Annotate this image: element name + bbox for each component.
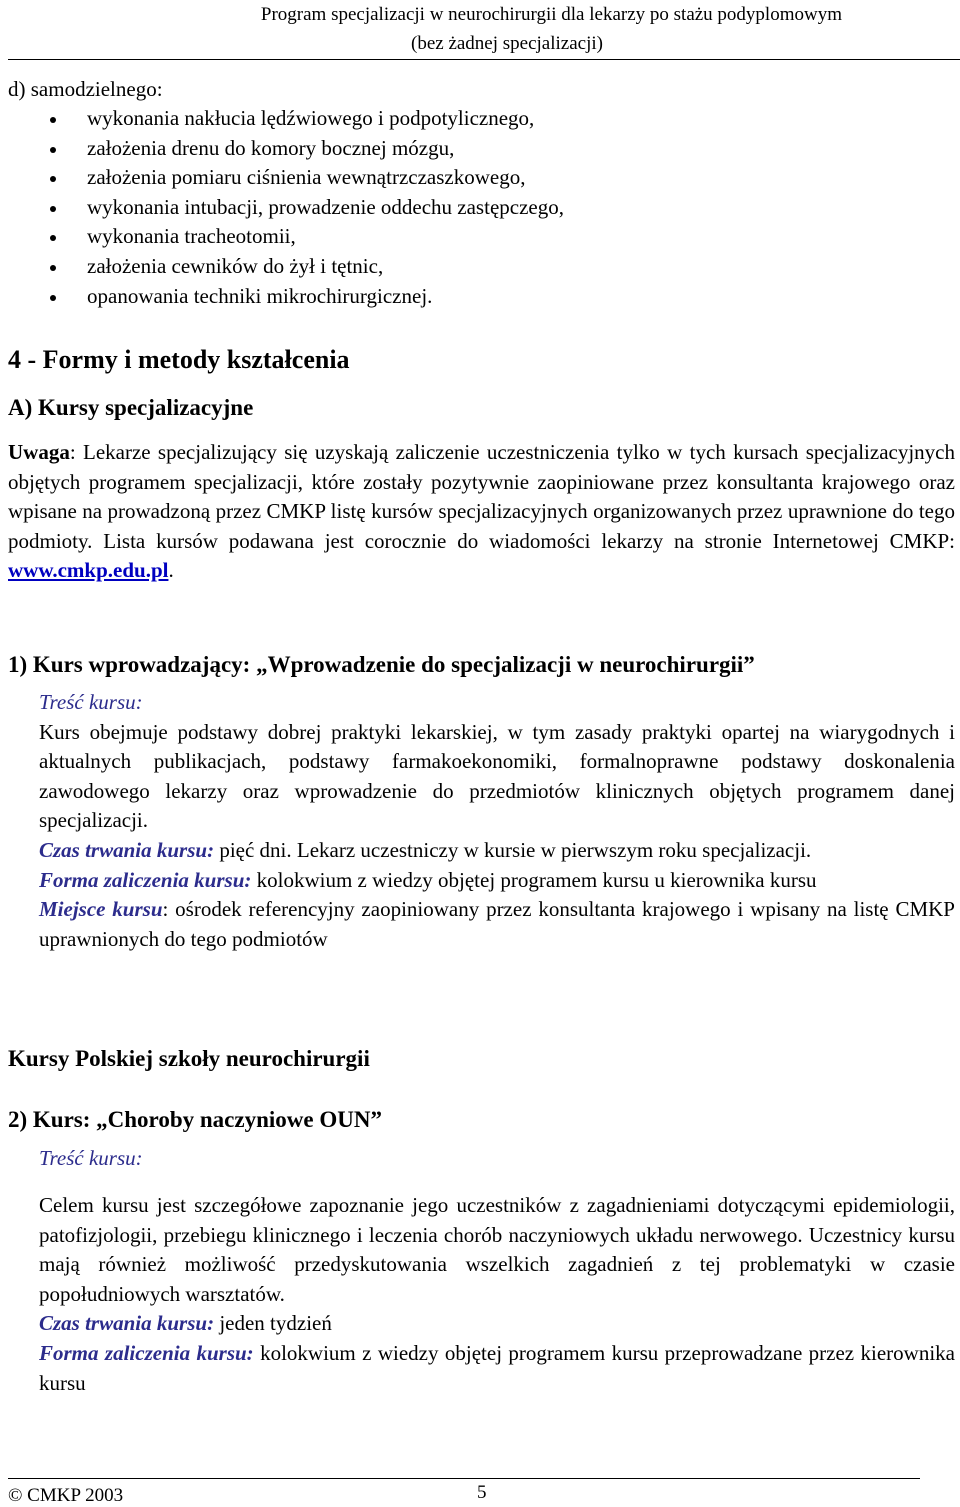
course-1-content-label: Treść kursu:	[39, 690, 143, 714]
course-2-form: Forma zaliczenia kursu: kolokwium z wiedzy objętej programem kursu przeprowadzane przez kierownika kursu	[39, 1340, 955, 1395]
note-text: : Lekarze specjalizujący się uzyskają zaliczenie uczestniczenia tylko w tych kursach specjalizacyjnych objętych programem specjalizacji, które zostały pozytywnie zaopiniowane przez konsultanta krajowego oraz wpisane na prowadzoną przez CMKP listę kursów specjalizacyjnych organizowanych przez uprawnione do tego podmioty. Lista kursów podawana jest corocznie do wiadomości lekarzy na stronie Internetowej CMKP:	[8, 440, 955, 553]
intro-label: d) samodzielnego:	[8, 77, 163, 101]
course-1-duration: Czas trwania kursu: pięć dni. Lekarz uczestniczy w kursie w pierwszym roku specjalizacji.	[39, 837, 812, 862]
bullet-icon	[50, 206, 56, 212]
note-label: Uwaga	[8, 440, 70, 464]
school-courses-title: Kursy Polskiej szkoły neurochirurgii	[8, 1046, 370, 1071]
course-2-title: 2) Kurs: „Choroby naczyniowe OUN”	[8, 1107, 382, 1132]
spacer	[39, 1150, 955, 1176]
footer-copyright: © CMKP 2003	[8, 1485, 124, 1506]
skills-list	[8, 104, 564, 311]
bullet-icon	[50, 176, 56, 182]
course-2-content: Celem kursu jest szczegółowe zapoznanie jego uczestników z zagadnieniami dotyczącymi epidemiologii, patofizjologii, przebiegu klinicznego i leczenia chorób naczyniowych układu nerwowego. Uczestnicy kursu mają również możliwość przedyskutowania wszelkich zagadnień z tej problematyki w czasie popołudniowych warsztatów.	[39, 1193, 955, 1306]
bullet-icon	[50, 117, 56, 123]
footer-divider	[8, 1478, 920, 1479]
course-1-form: Forma zaliczenia kursu: kolokwium z wiedzy objętej programem kursu u kierownika kursu	[39, 867, 817, 892]
list-item: wykonania nakłucia lędźwiowego i podpotylicznego,	[8, 104, 564, 134]
course-1-details	[39, 688, 955, 954]
list-item: założenia pomiaru ciśnienia wewnątrzczaszkowego,	[8, 163, 564, 193]
bullet-icon	[50, 235, 56, 241]
header-title-line2: (bez żadnej specjalizacji)	[411, 33, 603, 54]
course-2-details	[39, 1146, 955, 1398]
course-1-content: Kurs obejmuje podstawy dobrej praktyki lekarskiej, w tym zasady praktyki opartej na wiarygodnych i aktualnych publikacjach, podstawy farmakoekonomiki, formalnoprawne podstawy doskonalenia zawodowego lekarzy oraz wprowadzenie do przedmiotów klinicznych objętych programem danej specjalizacji.	[39, 719, 955, 833]
course-1-title: 1) Kurs wprowadzający: „Wprowadzenie do specjalizacji w neurochirurgii”	[8, 652, 755, 677]
list-item: opanowania techniki mikrochirurgicznej.	[8, 282, 564, 312]
header-divider	[8, 59, 960, 60]
list-item: wykonania intubacji, prowadzenie oddechu zastępczego,	[8, 193, 564, 223]
header-title-line1: Program specjalizacji w neurochirurgii dla lekarzy po stażu podyplomowym	[260, 4, 842, 25]
list-item: założenia drenu do komory bocznej mózgu,	[8, 134, 564, 164]
bullet-icon	[50, 265, 56, 271]
page-header	[0, 0, 960, 58]
cmkp-website-link[interactable]: www.cmkp.edu.pl	[8, 558, 169, 583]
list-item: założenia cewników do żył i tętnic,	[8, 252, 564, 282]
course-1-place: Miejsce kursu: ośrodek referencyjny zaopiniowany przez konsultanta krajowego i wpisany na listę CMKP uprawnionych do tego podmiotów	[39, 897, 955, 951]
bullet-icon	[50, 147, 56, 153]
bullet-icon	[50, 295, 56, 301]
note-paragraph: Uwaga: Lekarze specjalizujący się uzyskają zaliczenie uczestniczenia tylko w tych kursach specjalizacyjnych objętych programem specjalizacji, które zostały pozytywnie zaopiniowane przez konsultanta krajowego oraz wpisane na prowadzoną przez CMKP listę kursów specjalizacyjnych organizowanych przez uprawnione do tego podmioty. Lista kursów podawana jest corocznie do wiadomości lekarzy na stronie Internetowej CMKP: www.cmkp.edu.pl.	[8, 440, 955, 583]
subsection-title: A) Kursy specjalizacyjne	[8, 395, 254, 420]
course-2-content-label: Treść kursu:	[39, 1146, 143, 1170]
course-2-duration: Czas trwania kursu: jeden tydzień	[39, 1311, 332, 1336]
section-title: 4 - Formy i metody kształcenia	[8, 345, 350, 374]
list-item: wykonania tracheotomii,	[8, 222, 564, 252]
page-number: 5	[477, 1482, 487, 1503]
